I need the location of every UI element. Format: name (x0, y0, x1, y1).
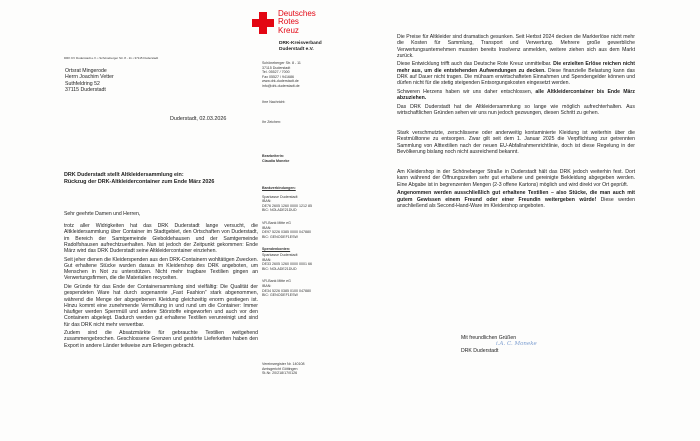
bank-line: IBAN: (262, 199, 272, 204)
bank-heading: Bankverbindungen: (262, 186, 296, 190)
org-name-line: Duderstadt e.V. (279, 47, 314, 52)
paragraph: trotz aller Widrigkeiten hat das DRK Duderstadt lange versucht, die Altkleidersammlung über Container im Stadtgebiet, den Ortschaften von Duderstadt, im Bereich der Samtgemeinde Gieboldehausen und der Samtgemeinde Radolfshausen aufrechtzuerhalten. Nun ist jedoch der Zeitpunkt gekommen: Ende März wird das DRK Duderstadt seine Altkleidercontainer einziehen. (64, 223, 258, 254)
ihre-nachricht-label: Ihre Nachricht: (262, 100, 286, 104)
sender-line: DRK KV Duderstadt e.V. • Schöneberger Str. 8 - 11 • 37115 Duderstadt (64, 56, 159, 60)
salutation: Sehr geehrte Damen und Herren, (64, 211, 141, 217)
red-cross-logo-icon (252, 12, 274, 34)
spenden-heading: Spendenkonten: (262, 247, 291, 252)
bank-line: VR-Bank Mitte eG (262, 279, 291, 284)
bank-line: IBAN: (262, 283, 272, 288)
org-tel: Tel. 05527 / 7000 (262, 70, 290, 75)
bank-line: DE33 2605 1260 0000 0001 66 (262, 262, 312, 267)
register-line: Amtsgericht Göttingen (262, 366, 298, 371)
paragraph: Seit jeher dienen die Kleiderspenden aus den DRK-Containern wohltätigen Zwecken. Gut erhaltene Stücke wurden daraus im Kleidershop des DRK angeboten, um Menschen in Not zu unterstützen. Nicht mehr tragbare Textilien gingen an Verwertungsfirmen, die die Materialien recycelten. (64, 256, 258, 282)
text-run: Diese werden anschließend als Second-Hand-Ware im Kleidershop angeboten. (397, 196, 635, 209)
bearbeiter-name: Claudia Moneke (262, 158, 290, 163)
recipient-address (65, 68, 225, 94)
signature: i.A. C. Moneke (496, 341, 537, 348)
register-info (262, 362, 352, 376)
left-body (64, 223, 258, 351)
bank-line: DE34 5226 0385 0100 047880 (262, 288, 311, 293)
recipient-line: 37115 Duderstadt (65, 87, 106, 94)
letter-date: Duderstadt, 02.03.2026 (170, 116, 227, 122)
org-fax: Fax 05527 / 941686 (262, 74, 294, 79)
brand-line: Kreuz (278, 25, 299, 35)
paragraph (397, 89, 635, 102)
bank-line: BIC: NOLADE21DUD (262, 208, 297, 213)
register-line: St-Nr. 20/218/17/0126 (262, 371, 298, 376)
closing-block (461, 335, 581, 354)
brand-line: Deutsches (278, 9, 316, 18)
bank-details (262, 186, 352, 298)
bank-line: Sparkasse Duderstadt (262, 252, 298, 257)
text-run-bold: Angenommen werden ausschließlich gut erhaltene Textilien – also Stücke, die man auch mit gutem Gewissen einem Freund oder einer Freundin weitergeben würde! (397, 190, 635, 203)
subject-line: Rückzug der DRK-Altkleidercontainer zum Ende März 2026 (64, 179, 215, 186)
bank-line: IBAN: (262, 257, 272, 262)
brand-line: Rotes (278, 17, 299, 27)
org-city: 37115 Duderstadt (262, 65, 291, 70)
text-run: Diese finanzielle Belastung kann das DRK auf Dauer nicht tragen. Die mühsam erwirtschafteten Einnahmen und Spendengelder können und dürfen nicht für die stetig steigenden Entsorgungskosten eingesetzt werden. (397, 67, 635, 87)
register-line: Vereinsregister Nr. 140108 (262, 362, 305, 366)
org-web: www.drk-duderstadt.de (262, 79, 299, 84)
bank-line: DE76 2605 1260 0000 1212 85 (262, 203, 312, 208)
org-mail: info@drk-duderstadt.de (262, 83, 300, 88)
bank-line: Sparkasse Duderstadt (262, 194, 298, 199)
bank-line: BIC: GENODEF1ESW (262, 234, 298, 239)
paragraph: Die Gründe für das Ende der Containersammlung sind vielfältig: Die Qualität der gespendeten Ware hat durch sogenannte „Fast Fashion“ stark abgenommen, während die Menge der abgegebenen Kleidung gleichzeitig enorm gestiegen ist. Hinzu kommt eine zunehmende Vermüllung in und rund um die Container: Immer häufiger werden Sperrmüll und andere Störstoffe eingeworfen und auch vor den Containern abgelegt. Dadurch werden gut erhaltene Textilien verunreinigt und sind für das DRK nicht mehr verwertbar. (64, 284, 258, 328)
text-run-bold: Die erzielten Erlöse reichen nicht mehr aus, um die entstehenden Aufwendungen zu decken. (397, 61, 635, 74)
bank-line: BIC: NOLADE21DUD (262, 266, 297, 271)
recipient-line: Suthfeldring 52 (65, 80, 100, 87)
recipient-line: Herrn Joachim Vetter (65, 74, 114, 81)
paragraph (397, 190, 635, 209)
org-contact (262, 61, 342, 89)
bearbeiter-label: Bearbeiterin: (262, 154, 285, 158)
text-run-bold: alle Altkleidercontainer bis Ende März abzuziehen. (397, 88, 635, 102)
recipient-line: Ortsrat Mingerode (65, 68, 107, 74)
paragraph: Zudem sind die Absatzmärkte für gebrauchte Textilien weitgehend zusammengebrochen. Geschlossene Grenzen und gestörte Lieferketten haben den Export in andere Länder teilweise zum Erliegen gebracht. (64, 330, 258, 349)
org-name-line: DRK-Kreisverband (279, 41, 322, 46)
bank-line: IBAN: (262, 225, 272, 230)
closing-org: DRK Duderstadt (461, 347, 499, 354)
text-run: Schweren Herzens haben wir uns daher entschlossen, (397, 88, 536, 95)
bank-line: VR-Bank Mitte eG (262, 220, 291, 225)
bearbeiter-block (262, 154, 289, 163)
paragraph: Am Kleidershop in der Schöneberger Straße in Duderstadt hält das DRK jedoch weiterhin fest. Dort kann während der Öffnungszeiten sehr gut erhaltene und gereinigte Bekleidung abgegeben werden. Eine Abgabe ist in begrenzenten Mengen (2-3 offene Kartons) möglich und wird direkt vor Ort geprüft. (397, 169, 635, 188)
paragraph: Stark verschmutzte, zerschlissene oder anderweitig kontaminierte Kleidung ist weiterhin über die Restmülltonne zu entsorgen. Zwar gilt seit dem 1. Januar 2025 die Verpflichtung zur getrennten Sammlung von Alttextilien nach der neuen EU-Abfallrahmenrichtlinie, doch ist diese Regelung in der Bevölkerung bislang noch nicht ausreichend bekannt. (397, 130, 635, 155)
paragraph (397, 61, 635, 86)
text-run: Diese Entwicklung trifft auch das Deutsche Rote Kreuz unmittelbar. (397, 61, 554, 68)
subject-line: DRK Duderstadt stellt Altkleidersammlung ein: (64, 172, 184, 178)
right-body (397, 34, 635, 211)
paragraph: Die Preise für Altkleider sind dramatisch gesunken. Seit Herbst 2024 decken die Markterlöse nicht mehr die Kosten für Sammlung, Transport und Verwertung. Mehrere große gewerbliche Verwertungsunternehmen mussten bereits Insolvenz anmelden, weitere ziehen sich aus dem Markt zurück. (397, 34, 635, 59)
letter-subject (64, 172, 259, 186)
org-name (279, 41, 322, 53)
bank-line: DE97 5226 0385 0000 047880 (262, 230, 311, 235)
ihr-zeichen-label: Ihr Zeichen: (262, 120, 281, 124)
brand-name (278, 10, 316, 35)
org-street: Schöneberger Str. 8 - 11 (262, 61, 301, 65)
bank-line: BIC: GENODEF1ESW (262, 293, 298, 298)
closing-text: Mit freundlichen Grüßen (461, 335, 517, 341)
paragraph: Das DRK Duderstadt hat die Altkleidersammlung so lange wie möglich aufrechterhalten. Aus wirtschaftlichen Gründen sehen wir uns nun jedoch gezwungen, diesen Schritt zu gehen. (397, 103, 635, 116)
